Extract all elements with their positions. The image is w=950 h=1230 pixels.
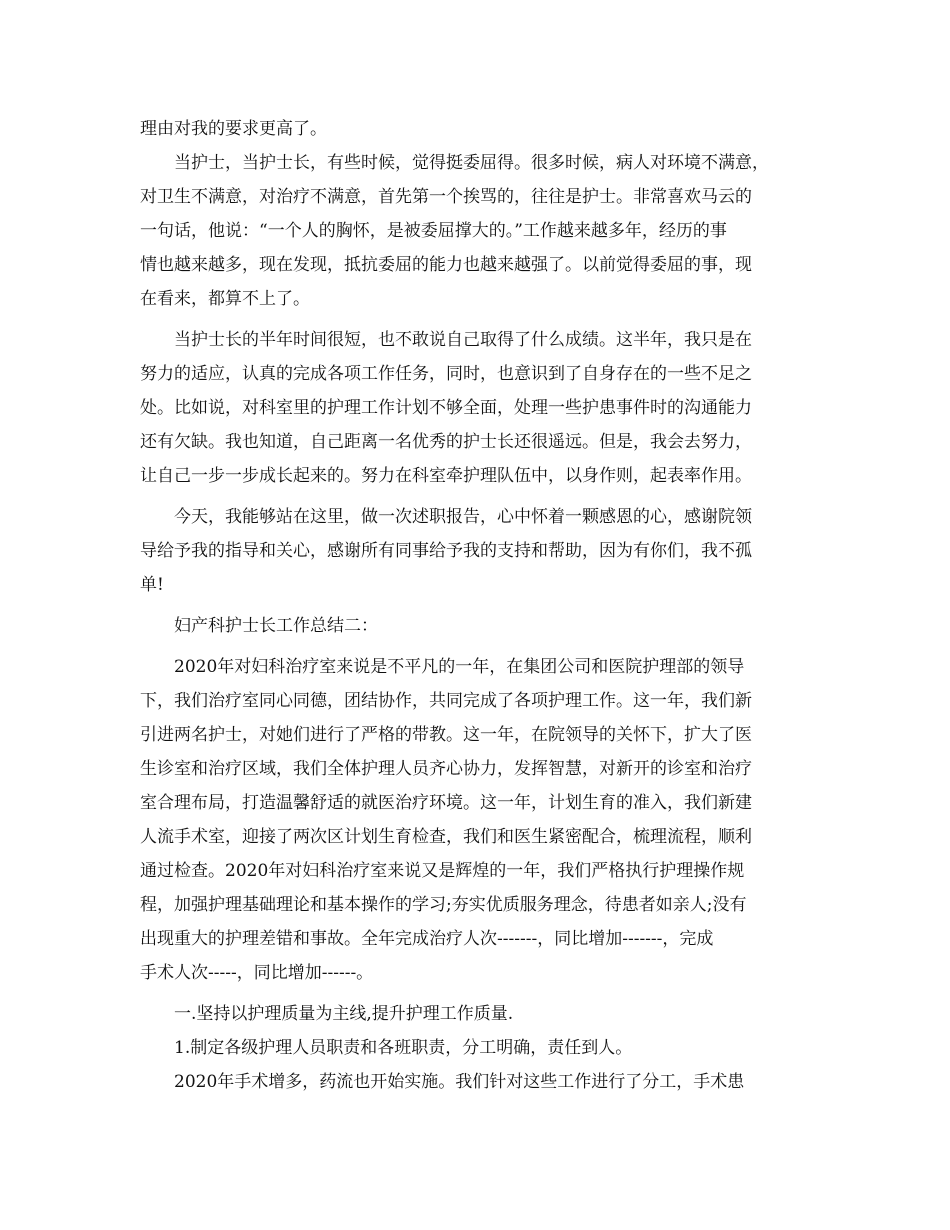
text-line: 人流手术室，迎接了两次区计划生育检查，我们和医生紧密配合，梳理流程，顺利 (140, 827, 752, 847)
paragraph-start: 2020年对妇科治疗室来说是不平凡的一年，在集团公司和医院护理部的领导 (174, 657, 745, 677)
section-heading: 一.坚持以护理质量为主线,提升护理工作质量. (174, 1004, 514, 1024)
text-line: 出现重大的护理差错和事故。全年完成治疗人次-------，同比增加-------，完成 (140, 929, 714, 949)
text-line: 还有欠缺。我也知道，自己距离一名优秀的护士长还很遥远。但是，我会去努力， (140, 432, 752, 452)
text-line: 情也越来越多，现在发现，抵抗委屈的能力也越来越强了。以前觉得委屈的事，现 (140, 255, 752, 275)
section-heading: 妇产科护士长工作总结二： (174, 616, 378, 636)
paragraph-start: 当护士，当护士长，有些时候，觉得挺委屈得。很多时候，病人对环境不满意， (174, 153, 769, 173)
text-line: 程，加强护理基础理论和基本操作的学习;夯实优质服务理念，待患者如亲人;没有 (140, 895, 747, 915)
text-line: 让自己一步一步成长起来的。努力在科室牵护理队伍中，以身作则，起表率作用。 (140, 466, 752, 486)
text-line: 一句话，他说：“一个人的胸怀，是被委屈撑大的。”工作越来越多年，经历的事 (140, 221, 727, 241)
text-line: 室合理布局，打造温馨舒适的就医治疗环境。这一年，计划生育的准入，我们新建 (140, 793, 752, 813)
text-line: 通过检查。2020年对妇科治疗室来说又是辉煌的一年，我们严格执行护理操作规 (140, 861, 745, 881)
text-line: 努力的适应，认真的完成各项工作任务，同时，也意识到了自身存在的一些不足之 (140, 364, 752, 384)
paragraph-start: 2020年手术增多，药流也开始实施。我们针对这些工作进行了分工，手术患 (174, 1072, 745, 1092)
paragraph-start: 今天，我能够站在这里，做一次述职报告，心中怀着一颗感恩的心，感谢院领 (174, 507, 752, 527)
text-line: 理由对我的要求更高了。 (140, 119, 327, 139)
list-item: 1.制定各级护理人员职责和各班职责，分工明确，责任到人。 (174, 1038, 633, 1058)
text-line: 处。比如说，对科室里的护理工作计划不够全面，处理一些护患事件时的沟通能力 (140, 398, 752, 418)
text-line: 引进两名护士，对她们进行了严格的带教。这一年，在院领导的关怀下，扩大了医 (140, 725, 752, 745)
text-line: 导给予我的指导和关心，感谢所有同事给予我的支持和帮助，因为有你们，我不孤 (140, 541, 752, 561)
text-line: 生诊室和治疗区域，我们全体护理人员齐心协力，发挥智慧，对新开的诊室和治疗 (140, 759, 752, 779)
paragraph-start: 当护士长的半年时间很短，也不敢说自己取得了什么成绩。这半年，我只是在 (174, 330, 752, 350)
text-line: 对卫生不满意，对治疗不满意，首先第一个挨骂的，往往是护士。非常喜欢马云的 (140, 187, 752, 207)
text-line: 单! (140, 575, 164, 595)
text-line: 在看来，都算不上了。 (140, 289, 310, 309)
text-line: 手术人次-----，同比增加------。 (140, 963, 374, 983)
text-line: 下，我们治疗室同心同德，团结协作，共同完成了各项护理工作。这一年，我们新 (140, 691, 752, 711)
